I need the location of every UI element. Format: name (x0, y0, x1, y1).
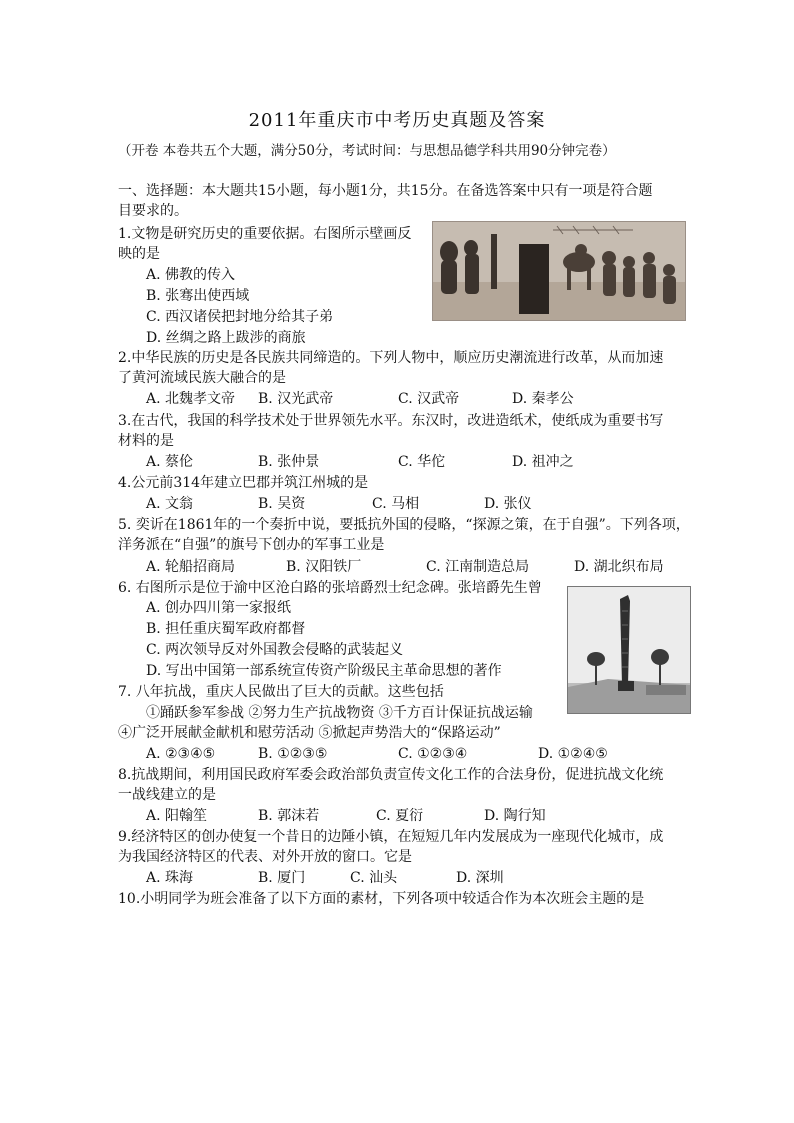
q7-items-line-1: ①踊跃参军参战 ②努力生产抗战物资 ③千方百计保证抗战运输 (146, 705, 533, 721)
q2-option-a: A. 北魏孝文帝 (146, 391, 236, 407)
q4-option-c: C. 马相 (372, 496, 420, 512)
q1-stem-cont: 映的是 (118, 246, 160, 262)
q1-stem: 1.文物是研究历史的重要依据。右图所示壁画反 (118, 226, 412, 242)
q9-option-a: A. 珠海 (146, 870, 194, 886)
q4-stem: 4.公元前314年建立巴郡并筑江州城的是 (118, 475, 369, 491)
page-subtitle: （开卷 本卷共五个大题，满分50分，考试时间：与思想品德学科共用90分钟完卷） (118, 143, 616, 159)
q5-option-b: B. 汉阳铁厂 (286, 559, 362, 575)
q7-option-c: C. ①②③④ (398, 746, 468, 762)
q8-stem: 8.抗战期间，利用国民政府军委会政治部负责宣传文化工作的合法身份，促进抗战文化统 (118, 767, 664, 783)
q1-option-a: A. 佛教的传入 (146, 267, 236, 283)
mural-illustration (433, 222, 685, 320)
q9-option-d: D. 深圳 (456, 870, 504, 886)
q5-option-a: A. 轮船招商局 (146, 559, 236, 575)
q8-option-a: A. 阳翰笙 (146, 808, 208, 824)
q5-option-d: D. 湖北织布局 (574, 559, 664, 575)
q2-stem-cont: 了黄河流域民族大融合的是 (118, 370, 286, 386)
q2-option-b: B. 汉光武帝 (258, 391, 334, 407)
q6-option-b: B. 担任重庆蜀军政府都督 (146, 621, 306, 637)
q7-option-a: A. ②③④⑤ (146, 746, 216, 762)
q7-stem: 7. 八年抗战，重庆人民做出了巨大的贡献。这些包括 (118, 684, 444, 700)
q3-stem-cont: 材料的是 (118, 433, 174, 449)
q2-stem: 2.中华民族的历史是各民族共同缔造的。下列人物中，顺应历史潮流进行改革，从而加速 (118, 350, 664, 366)
q4-option-a: A. 文翁 (146, 496, 194, 512)
q5-option-c: C. 江南制造总局 (426, 559, 530, 575)
q7-option-d: D. ①②④⑤ (538, 746, 608, 762)
q2-option-c: C. 汉武帝 (398, 391, 460, 407)
q2-option-d: D. 秦孝公 (512, 391, 574, 407)
q4-option-d: D. 张仪 (484, 496, 532, 512)
memorial-monument-image (567, 586, 691, 714)
q6-option-d: D. 写出中国第一部系统宣传资产阶级民主革命思想的著作 (146, 663, 502, 679)
q9-option-b: B. 厦门 (258, 870, 306, 886)
q3-option-d: D. 祖冲之 (512, 454, 574, 470)
q5-stem: 5. 奕䜣在1861年的一个奏折中说，要抵抗外国的侵略，“探源之策，在于自强”。下列各项， (118, 517, 690, 533)
q3-stem: 3.在古代，我国的科学技术处于世界领先水平。东汉时，改进造纸术，使纸成为重要书写 (118, 413, 664, 429)
q8-option-b: B. 郭沫若 (258, 808, 320, 824)
section-intro-line-2: 目要求的。 (118, 203, 188, 219)
section-intro-line-1: 一、选择题：本大题共15小题，每小题1分，共15分。在备选答案中只有一项是符合题 (118, 183, 653, 199)
mural-image (432, 221, 686, 321)
q3-option-a: A. 蔡伦 (146, 454, 194, 470)
q4-option-b: B. 吴资 (258, 496, 306, 512)
q9-stem-cont: 为我国经济特区的代表、对外开放的窗口。它是 (118, 849, 412, 865)
q9-stem: 9.经济特区的创办使复一个昔日的边陲小镇，在短短几年内发展成为一座现代化城市，成 (118, 829, 664, 845)
q10-stem: 10.小明同学为班会准备了以下方面的素材，下列各项中较适合作为本次班会主题的是 (118, 891, 645, 907)
q6-option-a: A. 创办四川第一家报纸 (146, 600, 292, 616)
q8-stem-cont: 一战线建立的是 (118, 787, 216, 803)
q8-option-d: D. 陶行知 (484, 808, 546, 824)
q5-stem-cont: 洋务派在“自强”的旗号下创办的军事工业是 (118, 537, 385, 553)
q8-option-c: C. 夏衍 (376, 808, 424, 824)
q1-option-c: C. 西汉诸侯把封地分给其子弟 (146, 309, 334, 325)
q6-option-c: C. 两次领导反对外国教会侵略的武装起义 (146, 642, 404, 658)
q7-option-b: B. ①②③⑤ (258, 746, 328, 762)
q1-option-d: D. 丝绸之路上跋涉的商旅 (146, 330, 306, 346)
q1-option-b: B. 张骞出使西域 (146, 288, 250, 304)
q3-option-b: B. 张仲景 (258, 454, 320, 470)
q9-option-c: C. 汕头 (350, 870, 398, 886)
q3-option-c: C. 华佗 (398, 454, 446, 470)
page-title: 2011年重庆市中考历史真题及答案 (248, 110, 546, 131)
q7-items-line-2: ④广泛开展献金献机和慰劳活动 ⑤掀起声势浩大的“保路运动” (118, 725, 501, 741)
q6-stem: 6. 右图所示是位于渝中区沧白路的张培爵烈士纪念碑。张培爵先生曾 (118, 580, 542, 596)
monument-illustration (568, 587, 690, 713)
